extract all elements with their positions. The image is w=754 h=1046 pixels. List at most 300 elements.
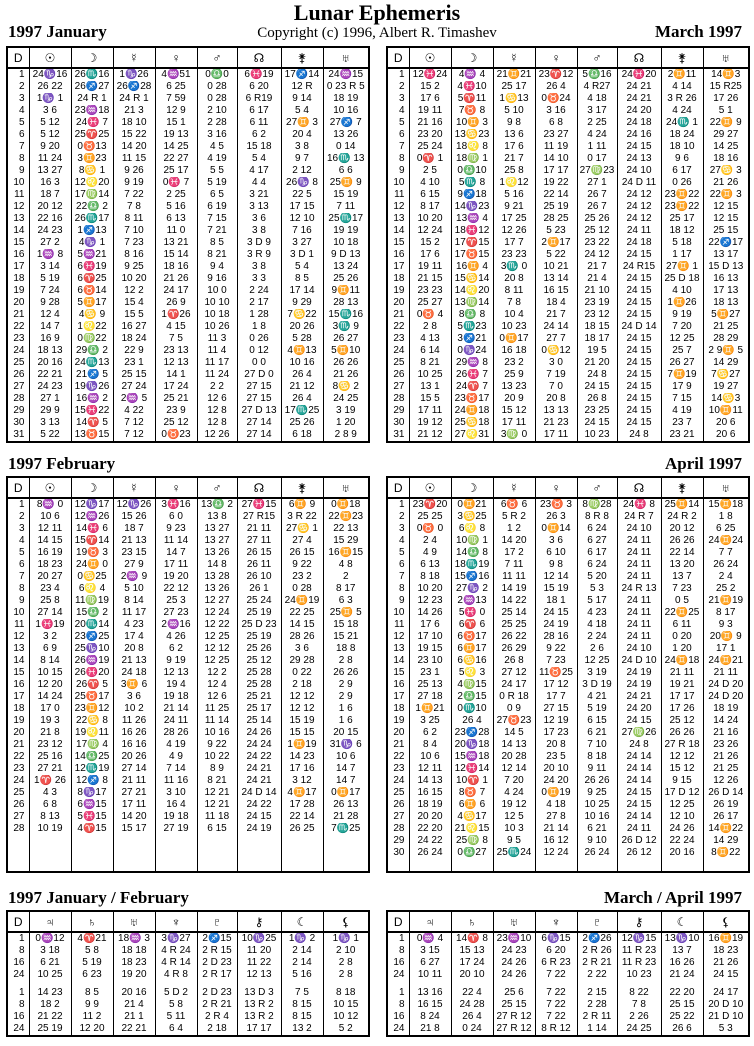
position-cell: 1♊21	[409, 703, 451, 715]
day-cell: 2	[387, 511, 409, 523]
position-cell: 27 2	[29, 237, 71, 249]
day-cell: 1	[387, 987, 409, 999]
table-row	[7, 1011, 369, 1023]
position-cell: 25 15	[661, 999, 703, 1011]
position-cell: 22 14	[661, 547, 703, 559]
table-row	[7, 787, 369, 799]
position-cell: 10 25	[409, 369, 451, 381]
position-cell: 23 2	[281, 571, 323, 583]
position-cell: 0 28	[197, 81, 237, 93]
table-row	[7, 213, 369, 225]
table-row	[7, 369, 369, 381]
table-row	[7, 405, 369, 417]
table-row	[387, 763, 749, 775]
position-cell: 2 22	[577, 969, 617, 981]
column-header: ♆	[535, 911, 577, 932]
position-cell: 19 20	[113, 969, 155, 981]
position-cell: 24 8	[617, 429, 661, 442]
position-cell: 14♈ 8	[451, 932, 493, 945]
position-cell: 2 4	[703, 571, 749, 583]
day-cell: 27	[387, 811, 409, 823]
position-cell: 2 25	[577, 117, 617, 129]
position-cell: 5 12	[29, 129, 71, 141]
position-cell: 25♊ 9	[323, 177, 369, 189]
ephemeris-table-february	[6, 476, 370, 873]
position-cell: 8 14	[113, 595, 155, 607]
position-cell: 6 10	[535, 547, 577, 559]
position-cell: 17♉15	[451, 249, 493, 261]
position-cell: 16 18	[493, 345, 535, 357]
position-cell: 12 2	[197, 667, 237, 679]
position-cell: 23 5	[535, 751, 577, 763]
position-cell: 24 15	[617, 141, 661, 153]
position-cell: 0 12	[237, 345, 281, 357]
position-cell: 27 8	[535, 811, 577, 823]
position-cell: 12 27	[197, 595, 237, 607]
position-cell: 18 23	[113, 957, 155, 969]
table-row	[387, 999, 749, 1011]
position-cell: 6♊ 6	[451, 799, 493, 811]
position-cell: 6♋16	[451, 655, 493, 667]
position-cell: 22 24	[661, 835, 703, 847]
position-cell: 3 13	[237, 201, 281, 213]
table-row	[7, 153, 369, 165]
position-cell: 14 23	[281, 751, 323, 763]
position-cell: 18♍ 1	[451, 153, 493, 165]
position-cell: 6 25	[155, 81, 197, 93]
position-cell: 12 26	[197, 429, 237, 442]
day-cell: 28	[7, 823, 29, 835]
day-cell: 16	[7, 249, 29, 261]
position-cell: 5 10	[113, 583, 155, 595]
position-cell: 0♊19	[535, 787, 577, 799]
position-cell: 0 28	[281, 583, 323, 595]
position-cell: 12 25	[197, 655, 237, 667]
position-cell: 18 12	[661, 225, 703, 237]
position-cell: 8 13	[29, 811, 71, 823]
position-cell: 24 D 20	[703, 691, 749, 703]
position-cell: 14 20	[493, 535, 535, 547]
position-cell: 4♒ 4	[451, 68, 493, 81]
position-cell: 23 9	[155, 405, 197, 417]
position-cell: 20 9	[493, 393, 535, 405]
position-cell: 24 13	[617, 153, 661, 165]
position-cell: 25 26	[281, 417, 323, 429]
position-cell: 20 12	[661, 523, 703, 535]
position-cell: 8 24	[409, 1011, 451, 1023]
table-row	[387, 297, 749, 309]
position-cell: 18 19	[409, 799, 451, 811]
position-cell: 12 26	[703, 775, 749, 787]
position-cell: 23♊12	[71, 703, 113, 715]
position-cell: 7♋27	[703, 369, 749, 381]
position-cell: 3 16	[535, 105, 577, 117]
position-cell: 15 26	[113, 511, 155, 523]
position-cell: 7 21	[197, 225, 237, 237]
position-cell: 27 D 13	[237, 405, 281, 417]
day-cell	[7, 859, 29, 872]
position-cell: 22 4	[451, 987, 493, 999]
position-cell: 24 15	[617, 285, 661, 297]
column-header: ⚷	[617, 911, 661, 932]
position-cell: 22♊25	[661, 607, 703, 619]
position-cell: 28 29	[703, 333, 749, 345]
position-cell: 18 13	[703, 297, 749, 309]
day-cell: 5	[7, 547, 29, 559]
position-cell: 24 D 10	[617, 655, 661, 667]
position-cell: 16 26	[661, 957, 703, 969]
position-cell: 1♈ 26	[29, 775, 71, 787]
position-cell: 23 23	[493, 249, 535, 261]
position-cell: 20 8	[113, 643, 155, 655]
position-cell: 19♌11	[71, 727, 113, 739]
position-cell: 10 10	[197, 297, 237, 309]
day-cell: 20	[7, 297, 29, 309]
position-cell: 11 16	[155, 775, 197, 787]
position-cell: 21 11	[661, 667, 703, 679]
position-cell: 25 19	[237, 607, 281, 619]
column-header: ♀	[155, 477, 197, 498]
position-cell: 1 6	[323, 715, 369, 727]
position-cell: 17 D 12	[661, 787, 703, 799]
position-cell: 15♎ 2	[71, 607, 113, 619]
position-cell: 21 20	[577, 357, 617, 369]
table-row	[387, 93, 749, 105]
position-cell: 4♒51	[155, 68, 197, 81]
label-april: April 1997	[665, 454, 742, 473]
table-row	[387, 189, 749, 201]
position-cell: 25 21	[155, 393, 197, 405]
table-row	[387, 835, 749, 847]
table-row	[387, 811, 749, 823]
position-cell: 7 59	[155, 93, 197, 105]
position-cell: 0 14	[323, 141, 369, 153]
position-cell: 19 22	[535, 177, 577, 189]
position-cell: 19 12	[493, 799, 535, 811]
table-row	[387, 273, 749, 285]
position-cell: 0 26	[237, 333, 281, 345]
position-cell: 20 26	[113, 751, 155, 763]
position-cell: 26♏17	[71, 213, 113, 225]
position-cell: 3 15	[409, 945, 451, 957]
table-row	[387, 595, 749, 607]
position-cell: 27♐ 7	[323, 117, 369, 129]
position-cell: 25 14	[237, 715, 281, 727]
table-row	[387, 81, 749, 93]
position-cell: 25♈25	[71, 129, 113, 141]
position-cell: 26♏16	[71, 68, 113, 81]
position-cell: 18 16	[703, 153, 749, 165]
position-cell: 0♈ 1	[409, 153, 451, 165]
day-cell: 11	[387, 189, 409, 201]
position-cell: 22 14	[535, 189, 577, 201]
position-cell: 21♐ 5	[71, 369, 113, 381]
table-row	[387, 213, 749, 225]
day-cell: 3	[7, 523, 29, 535]
table-row	[7, 393, 369, 405]
position-cell: 22 20	[661, 987, 703, 999]
position-cell: 13 R 2	[237, 1011, 281, 1023]
position-cell: 6 11	[237, 117, 281, 129]
position-cell: 5♎16	[577, 68, 617, 81]
position-cell: 4 R 24	[155, 945, 197, 957]
position-cell: 12 12	[197, 643, 237, 655]
position-cell: 18♓12	[451, 225, 493, 237]
label-january: 1997 January	[8, 22, 107, 41]
position-cell: 5 16	[281, 969, 323, 981]
table-row	[387, 129, 749, 141]
position-cell: 22 20	[409, 823, 451, 835]
day-cell: 12	[387, 631, 409, 643]
table-row	[387, 547, 749, 559]
position-cell: 2♊17	[535, 237, 577, 249]
position-cell: 24 16	[617, 129, 661, 141]
day-cell: 8	[387, 583, 409, 595]
table-row	[7, 835, 369, 847]
position-cell: 5 20	[577, 571, 617, 583]
position-cell: 24 15	[703, 969, 749, 981]
position-cell: 12 21	[197, 799, 237, 811]
position-cell: 24 20	[535, 775, 577, 787]
column-header: ♇	[197, 911, 237, 932]
position-cell: 4 26	[155, 631, 197, 643]
position-cell: 26 15	[237, 547, 281, 559]
table-row	[387, 775, 749, 787]
position-cell: 14♑23	[451, 201, 493, 213]
position-cell: 24 26	[493, 957, 535, 969]
position-cell: 13 13	[535, 405, 577, 417]
table-row	[387, 405, 749, 417]
position-cell: 12 24	[535, 847, 577, 859]
position-cell: 14 24	[29, 691, 71, 703]
table-row	[7, 727, 369, 739]
position-cell: 20 20	[409, 811, 451, 823]
position-cell: 24 15	[617, 333, 661, 345]
day-cell: 5	[387, 547, 409, 559]
position-cell: 6 11	[661, 619, 703, 631]
position-cell: 6♒15	[71, 799, 113, 811]
position-cell: 22 25	[281, 607, 323, 619]
position-cell: 12 25	[661, 333, 703, 345]
position-cell: 8 21	[409, 357, 451, 369]
position-cell: 12 4	[197, 679, 237, 691]
day-cell: 21	[387, 739, 409, 751]
day-cell: 18	[7, 703, 29, 715]
position-cell: 15 5	[409, 393, 451, 405]
position-cell: 2 R 21	[577, 957, 617, 969]
position-cell: 25 28	[237, 667, 281, 679]
position-cell	[577, 859, 617, 872]
position-cell: 27 7	[535, 333, 577, 345]
position-cell: 8 17	[703, 607, 749, 619]
position-cell: 15 4	[113, 297, 155, 309]
position-cell: 4 4	[237, 177, 281, 189]
position-cell: 4 22	[113, 405, 155, 417]
position-cell: 24♊19	[281, 595, 323, 607]
table-row	[7, 811, 369, 823]
position-cell: 11 17	[113, 607, 155, 619]
position-cell: 20 6	[703, 429, 749, 442]
position-cell: 6♊ 9	[281, 498, 323, 511]
position-cell: 24 14	[535, 321, 577, 333]
position-cell	[323, 847, 369, 859]
day-cell: 18	[387, 273, 409, 285]
column-header: ♅	[703, 477, 749, 498]
day-cell: 5	[387, 117, 409, 129]
position-cell: 2♐26	[577, 932, 617, 945]
position-cell: 8 11	[493, 285, 535, 297]
position-cell: 2♐15	[197, 932, 237, 945]
ephemeris-table-january	[6, 46, 370, 443]
position-cell: 13 1	[409, 381, 451, 393]
position-cell: 7 10	[577, 739, 617, 751]
position-cell: 24 11	[617, 607, 661, 619]
position-cell: 7 11	[493, 559, 535, 571]
table-row	[7, 739, 369, 751]
position-cell: 24 17	[703, 987, 749, 999]
position-cell: 6 27	[409, 957, 451, 969]
position-cell: 8 11	[113, 213, 155, 225]
position-cell: 10♊ 3	[451, 117, 493, 129]
table-row	[387, 691, 749, 703]
position-cell: 21 3	[113, 105, 155, 117]
position-cell: 4 10	[409, 177, 451, 189]
position-cell: 12 10	[281, 213, 323, 225]
position-cell: 8 18	[577, 751, 617, 763]
position-cell: 26 27	[323, 333, 369, 345]
position-cell: 23 23	[409, 285, 451, 297]
day-cell	[7, 835, 29, 847]
day-cell: 28	[7, 393, 29, 405]
table-row	[7, 189, 369, 201]
position-cell: 4 21	[577, 691, 617, 703]
position-cell: 6 15	[409, 189, 451, 201]
day-cell: 31	[7, 429, 29, 442]
position-cell	[113, 835, 155, 847]
position-cell: 24 15	[617, 715, 661, 727]
position-cell: 25 22	[661, 1011, 703, 1023]
position-cell: 10♊11	[703, 405, 749, 417]
position-cell: 8♊22	[703, 847, 749, 859]
table-row	[387, 1011, 749, 1023]
day-cell: 26	[387, 369, 409, 381]
day-cell: 17	[7, 261, 29, 273]
position-cell: 25 26	[577, 213, 617, 225]
position-cell: 1♌12	[493, 177, 535, 189]
position-cell: 26 26	[323, 667, 369, 679]
position-cell: 12 15	[703, 213, 749, 225]
position-cell: 24 18	[617, 117, 661, 129]
position-cell: 24♈ 7	[451, 381, 493, 393]
position-cell: 0♉13	[71, 141, 113, 153]
position-cell: 14♌20	[451, 285, 493, 297]
position-cell: 21 14	[535, 823, 577, 835]
position-cell: 18 16	[155, 261, 197, 273]
position-cell: 20 10	[535, 763, 577, 775]
position-cell: 8 5	[197, 237, 237, 249]
column-header: ♂	[577, 47, 617, 68]
position-cell: 2 9♊ 5	[703, 345, 749, 357]
position-cell: 15 1	[155, 117, 197, 129]
position-cell: 19♑26	[71, 381, 113, 393]
position-cell: 8♍28	[577, 498, 617, 511]
position-cell: 4 9	[155, 751, 197, 763]
position-cell: 27♋ 1	[281, 523, 323, 535]
position-cell: 24 28	[451, 999, 493, 1011]
table-row	[7, 859, 369, 872]
position-cell: 24 R 2	[661, 511, 703, 523]
position-cell: 1 20	[323, 417, 369, 429]
position-cell: 21 11	[703, 667, 749, 679]
position-cell: 24 10	[617, 523, 661, 535]
table-row	[7, 547, 369, 559]
position-cell	[323, 859, 369, 872]
day-cell: 6	[7, 559, 29, 571]
position-cell: 24 22	[237, 799, 281, 811]
position-cell: 3♏ 9	[323, 321, 369, 333]
position-cell: 13 14	[535, 273, 577, 285]
day-cell: 6	[387, 129, 409, 141]
position-cell: 19 11	[409, 105, 451, 117]
position-cell: 9 19	[155, 655, 197, 667]
position-cell: 27 24	[113, 381, 155, 393]
table-row	[387, 393, 749, 405]
position-cell: 3♊23	[71, 153, 113, 165]
position-cell: 18 15	[577, 321, 617, 333]
position-cell: 25 16	[29, 751, 71, 763]
table-row	[7, 945, 369, 957]
position-cell: 24 26	[493, 969, 535, 981]
position-cell: 27 15	[237, 393, 281, 405]
position-cell: 5♊27	[703, 309, 749, 321]
position-cell: 3 R 22	[281, 511, 323, 523]
position-cell: 5 19	[71, 957, 113, 969]
position-cell: 21 25	[703, 763, 749, 775]
position-cell: 9 15	[661, 775, 703, 787]
position-cell: 18 7	[29, 189, 71, 201]
position-cell: 3 8	[237, 225, 281, 237]
position-cell: 27♍23	[577, 165, 617, 177]
position-cell: 11 R 23	[617, 945, 661, 957]
position-cell: 4 19	[661, 405, 703, 417]
day-cell: 7	[7, 571, 29, 583]
position-cell: 27 14	[29, 607, 71, 619]
position-cell: 12♐ 8	[71, 775, 113, 787]
position-cell: 26 29	[493, 643, 535, 655]
position-cell: 18♒ 3	[113, 932, 155, 945]
position-cell: 25♏17	[323, 213, 369, 225]
position-cell: 10 16	[577, 811, 617, 823]
position-cell: 24 11	[617, 595, 661, 607]
position-cell: 24 12	[577, 249, 617, 261]
position-cell: 10 20	[409, 583, 451, 595]
position-cell: 13 28	[197, 571, 237, 583]
position-cell: 9 11	[577, 763, 617, 775]
position-cell: 4♍15	[451, 679, 493, 691]
position-cell: 8 16	[113, 249, 155, 261]
day-cell: 25	[7, 787, 29, 799]
position-cell: 12 24	[409, 225, 451, 237]
position-cell: 9 8	[535, 559, 577, 571]
position-cell: 24 22	[237, 751, 281, 763]
day-cell: 11	[7, 619, 29, 631]
position-cell: 16♊15	[323, 547, 369, 559]
table-row	[7, 763, 369, 775]
position-cell: 6 8	[29, 799, 71, 811]
position-cell: 23 15	[113, 547, 155, 559]
position-cell: 6 25	[703, 523, 749, 535]
position-cell: 5 4	[237, 153, 281, 165]
